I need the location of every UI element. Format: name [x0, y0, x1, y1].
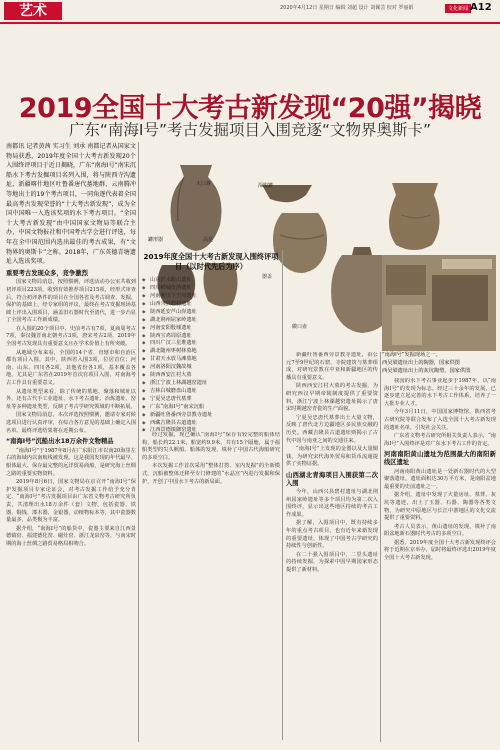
list-item: ◆ 山西兴县碧村遗址 [142, 301, 280, 309]
list-item: ◆ 四川广汉三星堆遗址 [142, 340, 280, 348]
paragraph: 从地域分布来看，全国的14个省、直辖市和自治区都有项目入围。其中，陕西省入围3项，位居首位；河南、山东、四川各2项，其他省份各1项，基本覆盖各地，尤其是广东省在2019年首次有项目入围，对南海考古工作具有重要意义。 [6, 349, 136, 387]
paragraph: 据悉，2019年度全国十大考古新发现终评会将于近期在京举办，届时将最终评选出2019年度全国十大考古新发现。 [384, 539, 496, 562]
paragraph: “南海Ⅰ号”上发现的金器以及大量铜钱，为研究宋代海外贸易和货币流通提供了实物证据。 [286, 446, 378, 468]
list-item: ◆ 广东“南海Ⅰ号”南宋沉船 [142, 404, 280, 412]
list-item: ◆ 河南洛阳汉魏故城 [142, 364, 280, 372]
paragraph: “南海Ⅰ号”于1987年8月在广东阳江市以南20海里左右的海域内以南航线被发现。这是我国发现的年代最早、船体最大、保存最完整的远洋贸易商船，是研究海上丝绸之路的重要实物资料。 [6, 447, 136, 477]
caption-line: 西吴梁遗址出土的陶器，国家供图 [382, 359, 460, 366]
article-column-4 [384, 378, 496, 744]
list-item: ◆ 宁夏吴忠唐代墓葬 [142, 396, 280, 404]
paragraph: 国家文物局消息，本次评选按照惯例，邀请专家对候选项目进行认真评审，在综合各方意见的基础上确定入围名单。最终评选结果将在近期公布。 [6, 412, 136, 434]
article-column-1 [6, 142, 136, 744]
section-heading-1: 重要考古发现众多，竞争激烈 [6, 269, 88, 277]
caption-line: 西吴梁遗址出土的灰坑陶塑，国家供图 [382, 367, 471, 374]
caption-vase: 器盖 [262, 274, 273, 280]
page-header [0, 0, 500, 24]
section-badge: 艺术 [4, 2, 62, 20]
section-heading-2: “南海Ⅰ号”沉船出水18万余件文物精品 [6, 438, 114, 446]
paragraph: 经过发掘，现已确认“南海Ⅰ号”保存有较完整的船体结构，船长约22.1米，船宽约9.9米，共有15个隔舱，属于福船类型的尖头帆船。船体的发现，填补了中国古代海船研究的多项空白。 [142, 432, 280, 461]
section-heading-4: 河南南阳黄山遗址为范围最大的南阳新线区遗址 [384, 451, 496, 466]
deep-pot-photo [389, 183, 440, 250]
list-item: ◆ 甘肃天水放马滩墓地 [142, 356, 280, 364]
subheadline: 广东“南海Ⅰ号”考古发掘项目入围竞逐“文物界奥斯卡” [68, 121, 432, 139]
paragraph: 今年3月11日，中国国家博物馆、陕西省考古研究院等联合发布了入选全国十大考古新发现的遗址名单，引发社会关注。 [384, 409, 496, 431]
paragraph: 广东省文物考古研究所相关负责人表示，“南海Ⅰ号”入围终评是对广东水下考古工作的肯定。 [384, 433, 496, 447]
paragraph: 今年，山西兴县碧村遗址与湖北荆州屈家岭遗址等多个项目均为第二次入围终评，显示出这些地区持续的考古工作成果。 [286, 489, 378, 518]
list-item: ◆ 陕西西安江村大墓 [142, 372, 280, 380]
caption-pots-row: 罐形器 [148, 237, 164, 243]
caption-pot-a: 高足 [203, 237, 214, 243]
caption-bowl: 深腹罐 [258, 183, 274, 189]
paragraph: 宁夏吴忠唐代墓葬出土大量文物，反映了唐代北方边疆地区多民族交融的历史。西藏吉隆县古道遗址则揭示了古代中国与南亚之间的交通往来。 [286, 414, 378, 444]
issue-meta: 2020年4月12日 星期日 编辑 刘超 设计 刘佩芸 校对 罗丽娟 [280, 5, 414, 11]
page-tag: 文化新闻 [445, 4, 471, 13]
lead-paragraph: 南都讯 记者黄茜 实习生 刘承 南都记者从国家文物局获悉，2019年度全国十大考古新发现20个入围终评项目于近日揭晓，广东“南海Ⅰ号”南宋沉船水下考古发掘项目名列入围，将与陕西寺沟遗址、新疆喀什地区吐鲁番唐代墓地群、云南腾冲等地出土的19个考古项目，一同角逐代表着全国最高考古发现荣誉的“十大考古新发现”，成为全国中国唯一入选该奖项的水下考古项目。“全国十大考古新发现”由中国国家文物局等联合主办，中国文物报社和中国考古学会进行评选，每年在全中国范围内选出最佳的考古成果，有“文物界的奥斯卡”之称。2018年，广东英德青塘遗址入选该奖项。 [6, 143, 136, 266]
finalist-list [142, 277, 280, 435]
column-divider [380, 352, 381, 742]
caption-line: “南海Ⅰ号”发掘现场之一。 [382, 352, 441, 358]
list-item: ◆ 陕西宝鸡周原遗址 [142, 333, 280, 341]
paragraph: 据介绍，“南海Ⅰ号”的船货中，瓷器主要来自江西景德镇窑、福建德化窑、磁灶窑、浙江龙泉窑等，与南宋时期的海上丝绸之路贸易格局相吻合。 [6, 525, 136, 547]
column-divider [282, 250, 283, 740]
list-item: ◆ 湖北随州枣树林墓地 [142, 348, 280, 356]
article-column-3 [286, 352, 378, 744]
paragraph: 新疆吐鲁番西旁景教寺遗址，由公元7至9世纪的石窟、寺院建筑与墓葬组成，对研究景教在中亚和新疆地区的传播具有重要意义。 [286, 352, 378, 381]
paragraph: 在入围的20个项目中，史前考古有7项，夏商周考古7项，秦汉魏晋南北朝考古3项，唐宋考古2项，2019年全国考古发现具有重要意义且在学术价值上有所突破。 [6, 325, 136, 348]
paragraph: 河南南阳黄山遗址是一处新石器时代的大型聚落遗址，遗址面积达30万平方米，是南阳盆地最重要的史前遗址之一。 [384, 468, 496, 490]
paragraph: 从遗址类型来看，除了传统的墓地、聚落和城址以外，还有古代手工业遗址、水下考古遗址、冶炼遗址、窑址等多种遗址类型，反映了考古学研究领域的不断拓展。 [6, 388, 136, 410]
list-item: ◆ 吉林白城磨盘山遗址 [142, 388, 280, 396]
page-number: A12 [470, 2, 492, 13]
paragraph: 国家文物局消息，按照惯例，评选活动办公室共收到初评项目223项，收到有效推荐项目215项，经形式审查后，符合初评条件的项目在全国各省及考古调查、发掘、保护的基础上，经专家组的评议，最终在考古发掘现场基础上评出入围项目，涵盖旧石器时代至清代，进一步凸显了全国考古工作新成绩。 [6, 279, 136, 324]
column-divider [138, 142, 139, 742]
paragraph: 本次发掘工作首次采用“整体打捞、室内发掘”的全新模式，沉船被整体迁移至专门修建的“水晶宫”内进行发掘和保护，开创了中国水下考古的新局面。 [142, 463, 280, 485]
list-item: ◆ 陕西延安芦山峁遗址 [142, 309, 280, 317]
caption-big-jar: 大口尊 [196, 181, 212, 187]
list-item: ◆ 江西景德镇御窑遗址 [142, 427, 280, 435]
headline: 2019全国十大考古新发现“20强”揭晓 [18, 93, 482, 124]
excavation-site-photo [382, 255, 496, 351]
site-photo-caption [382, 352, 498, 375]
list-item: ◆ 西藏吉隆县古道遗址 [142, 420, 280, 428]
paragraph: 据了解，入围项目中，既有持续多年的重点考古项目，也有近年来新发现的重要遗址，体现了中国考古学研究的持续性与创新性。 [286, 520, 378, 550]
finalist-list-title: 2019年度全国十大考古新发现入围终评项目（以时代先后为序） [143, 252, 279, 271]
list-item: ◆ 河南淅川下王岗遗址 [142, 293, 280, 301]
caption-bronze: 敞口壶 [292, 324, 308, 330]
paragraph: 据介绍，遗址中发现了大量房址、墓葬、灰坑等遗迹，出土了玉器、石器、陶器等各类文物，为研究中原地区与长江中游地区的文化交流提供了重要资料。 [384, 492, 496, 522]
list-item: ◆ 湖北荆州屈家岭遗址 [142, 317, 280, 325]
list-item: ◆ 河南安阳殷墟遗址 [142, 325, 280, 333]
section-heading-3: 山西湖北青海项目入围获第二次入围 [286, 471, 378, 487]
big-jar-photo [171, 165, 222, 251]
article-column-2 [142, 432, 280, 744]
list-item: ◆ 四川稻城皮洛遗址 [142, 285, 280, 293]
list-item: ◆ 山东沂水跋山遗址 [142, 277, 280, 285]
paragraph: 2019年8月6日，国家文物局在京召开“南海Ⅰ号”保护发掘项目专家论证会，对考古发掘工作给予充分肯定。“南海Ⅰ号”考古发掘项目由广东省文物考古研究所负责，共清理出水18万余件（套）文物，包括瓷器、铁器、铜钱、漆木器、金银器、动植物标本等，其中瓷器数量最多，品类极为丰富。 [6, 479, 136, 524]
paragraph: 考古人员表示，黄山遗址的发现，填补了南阳盆地新石器时代考古的多项空白。 [384, 523, 496, 538]
paragraph: 陕西西安江村大墓的考古发掘，为研究西汉早期帝陵制度提供了重要资料。浙江宁波上林湖越窑遗址揭示了唐宋时期越窑青瓷的生产面貌。 [286, 383, 378, 413]
paragraph: 我国的水下考古事业起步于1987年，以“南海Ⅰ号”的发现为标志。经过三十余年的发展，已逐步建立起完善的水下考古工作体系，培养了一大批专业人才。 [384, 378, 496, 407]
list-item: ◆ 新疆吐鲁番西旁景教寺遗址 [142, 412, 280, 420]
paragraph: 在二十强入围项目中，二里头遗址的持续发掘，为探索中国早期国家形态提供了新材料。 [286, 551, 378, 574]
list-item: ◆ 浙江宁波上林湖越窑遗址 [142, 380, 280, 388]
finalist-list-box [142, 250, 280, 434]
